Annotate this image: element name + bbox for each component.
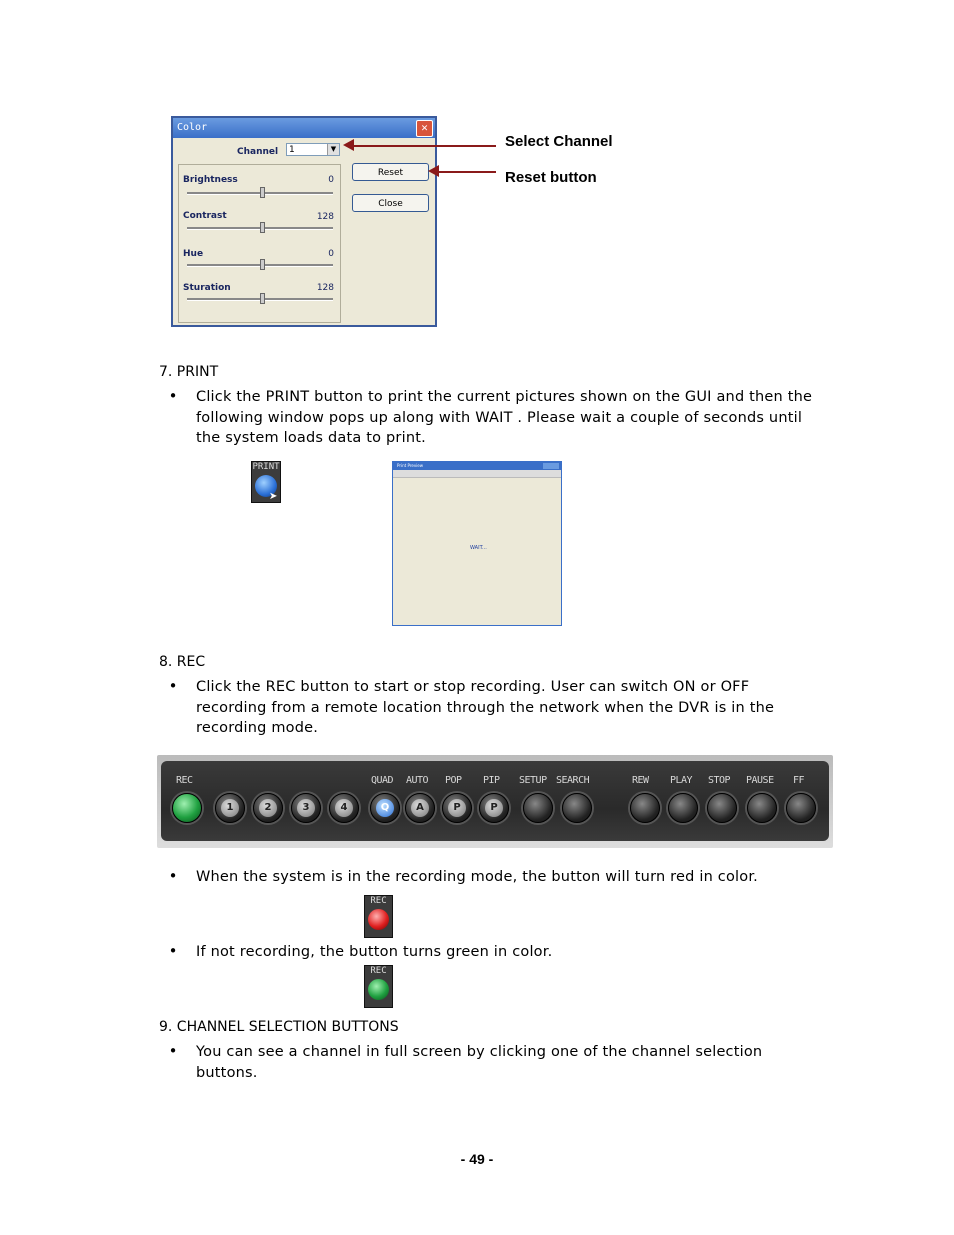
label-rec: REC <box>176 775 193 786</box>
dialog-title: Color <box>177 122 208 133</box>
rec-icon-label: REC <box>370 896 387 906</box>
channel-3-button[interactable] <box>291 793 321 823</box>
print-preview-window <box>392 461 562 626</box>
label-pop: POP <box>445 775 462 786</box>
hue-label: Hue <box>183 249 204 259</box>
channel-3-label: 3 <box>297 799 315 817</box>
bullet: • <box>168 867 178 885</box>
pop-button[interactable] <box>442 793 472 823</box>
channel-value: 1 <box>289 145 295 155</box>
channel-1-button[interactable] <box>215 793 245 823</box>
channel-4-label: 4 <box>335 799 353 817</box>
rec-button[interactable] <box>172 793 202 823</box>
label-ff: FF <box>793 775 805 786</box>
label-pause: PAUSE <box>746 775 774 786</box>
quad-button[interactable] <box>370 793 400 823</box>
channel-4-button[interactable] <box>329 793 359 823</box>
channel-select[interactable] <box>286 143 340 156</box>
pip-button[interactable] <box>479 793 509 823</box>
bullet: • <box>168 942 178 960</box>
label-quad: QUAD <box>371 775 394 786</box>
label-stop: STOP <box>708 775 731 786</box>
stop-button[interactable] <box>707 793 737 823</box>
paragraph: Click the REC button to start or stop recording. User can switch ON or OFF recording from a remote location through the network when the DVR is in the recording mode. <box>196 679 775 736</box>
play-button[interactable] <box>668 793 698 823</box>
pause-button[interactable] <box>747 793 777 823</box>
label-setup: SETUP <box>519 775 547 786</box>
dialog-title-bar <box>173 118 435 138</box>
color-dialog <box>171 116 437 327</box>
control-panel <box>157 755 833 848</box>
red-orb-icon <box>368 909 389 930</box>
green-orb-icon <box>368 979 389 1000</box>
channel-2-label: 2 <box>259 799 277 817</box>
paragraph: Click the PRINT button to print the current pictures shown on the GUI and then the following window pops up along with WAIT . Please wait a couple of seconds until the system loads data to print. <box>196 389 813 446</box>
saturation-slider-thumb[interactable] <box>260 293 265 304</box>
rec-red-icon <box>364 895 393 938</box>
pip-label: P <box>485 799 503 817</box>
chevron-down-icon[interactable]: ▼ <box>327 144 339 155</box>
saturation-value: 128 <box>316 283 334 293</box>
window-controls-icon <box>543 463 559 469</box>
channel-label: Channel <box>237 147 279 157</box>
hue-value: 0 <box>328 249 334 259</box>
saturation-label: Sturation <box>183 283 231 293</box>
auto-label: A <box>411 799 429 817</box>
arrow-line <box>438 171 496 173</box>
print-icon-label: PRINT <box>252 462 280 472</box>
contrast-slider-thumb[interactable] <box>260 222 265 233</box>
arrow-line <box>353 145 496 147</box>
paragraph-red: When the system is in the recording mode, the button will turn red in color. <box>196 869 758 885</box>
setup-button[interactable] <box>523 793 553 823</box>
contrast-value: 128 <box>316 212 334 222</box>
callout-reset-button: Reset button <box>505 169 597 186</box>
label-pip: PIP <box>483 775 500 786</box>
channel-2-button[interactable] <box>253 793 283 823</box>
rec-green-icon <box>364 965 393 1008</box>
quad-label: Q <box>376 799 394 817</box>
section-heading-channel: 9. CHANNEL SELECTION BUTTONS <box>159 1019 399 1035</box>
bullet: • <box>168 677 178 695</box>
bullet: • <box>168 1042 178 1060</box>
pop-label: P <box>448 799 466 817</box>
ff-button[interactable] <box>786 793 816 823</box>
contrast-label: Contrast <box>183 211 227 221</box>
paragraph-green: If not recording, the button turns green in color. <box>196 944 553 960</box>
label-auto: AUTO <box>406 775 429 786</box>
print-button-icon <box>251 461 281 503</box>
callout-select-channel: Select Channel <box>505 133 613 150</box>
channel-1-label: 1 <box>221 799 239 817</box>
section-heading-print: 7. PRINT <box>159 364 219 380</box>
label-search: SEARCH <box>556 775 590 786</box>
print-window-title: Print Preview <box>397 463 424 468</box>
brightness-slider-thumb[interactable] <box>260 187 265 198</box>
rec-icon-label: REC <box>370 966 387 976</box>
brightness-label: Brightness <box>183 175 238 185</box>
wait-label: WAIT... <box>470 545 487 551</box>
label-rew: REW <box>632 775 649 786</box>
print-window-toolbar <box>393 470 561 478</box>
section-heading-rec: 8. REC <box>159 654 206 670</box>
brightness-value: 0 <box>328 175 334 185</box>
close-icon[interactable]: ✕ <box>416 120 433 137</box>
print-window-title-bar <box>393 462 561 470</box>
reset-button[interactable]: Reset <box>352 163 429 181</box>
paragraph: You can see a channel in full screen by clicking one of the channel selection buttons. <box>196 1044 763 1081</box>
close-button[interactable]: Close <box>352 194 429 212</box>
cursor-icon: ➤ <box>269 491 278 502</box>
control-panel-inner <box>161 761 829 841</box>
hue-slider-thumb[interactable] <box>260 259 265 270</box>
bullet: • <box>168 387 178 405</box>
search-button[interactable] <box>562 793 592 823</box>
page-number: - 49 - <box>460 1151 494 1167</box>
auto-button[interactable] <box>405 793 435 823</box>
label-play: PLAY <box>670 775 693 786</box>
rew-button[interactable] <box>630 793 660 823</box>
